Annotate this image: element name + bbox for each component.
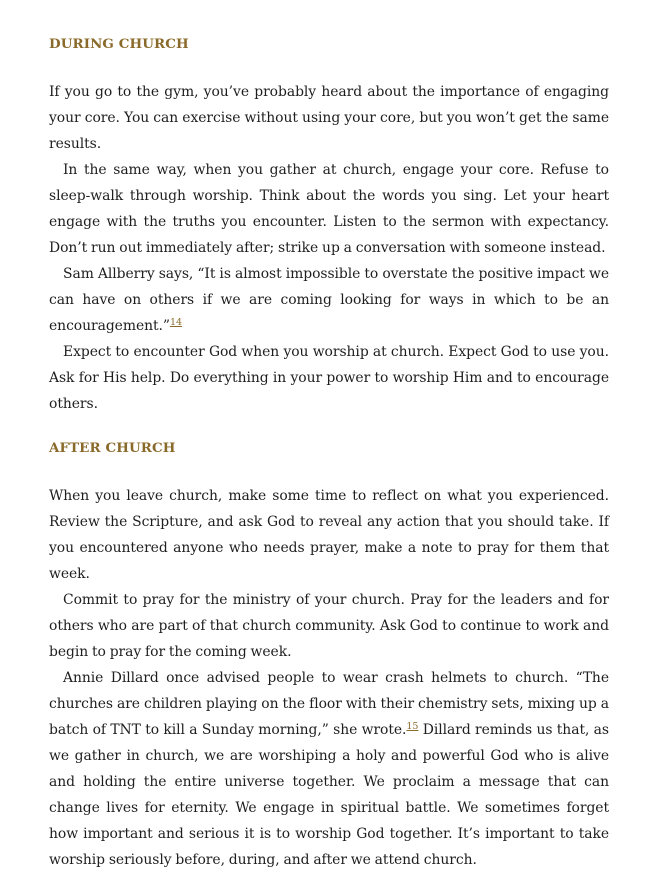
footnote-link[interactable]: 14 — [169, 317, 182, 328]
paragraph-text: Commit to pray for the ministry of your church. Pray for the leaders and for others who are part of that church community. Ask God to continue to work and begin to pray for the coming week. — [49, 592, 609, 660]
paragraph-text: Expect to encounter God when you worship at church. Expect God to use you. Ask for His help. Do everything in your power to worship Him and to encourage others. — [49, 344, 609, 412]
paragraph — [49, 587, 609, 665]
paragraph-text: Sam Allberry says, “It is almost impossible to overstate the positive impact we can have on others if we are coming looking for ways in which to be an encouragement.” — [49, 266, 609, 334]
paragraph-text: Annie Dillard once advised people to wear crash helmets to church. “The churches are children playing on the floor with their chemistry sets, mixing up a batch of TNT to kill a Sunday morning,” she wrote. — [49, 670, 609, 738]
section-heading: AFTER CHURCH — [49, 440, 176, 456]
paragraph — [49, 157, 609, 261]
section-during-church — [49, 31, 609, 417]
paragraph — [49, 79, 609, 157]
paragraph — [49, 665, 609, 873]
paragraph — [49, 483, 609, 587]
paragraph — [49, 261, 609, 339]
footnote-link[interactable]: 15 — [406, 721, 419, 732]
section-heading: DURING CHURCH — [49, 36, 189, 52]
paragraph-text-continued: Dillard reminds us that, as we gather in church, we are worshiping a holy and powerful God who is alive and holding the entire universe together. We proclaim a message that can change lives for eternity. We engage in spiritual battle. We sometimes forget how important and serious it is to worship God together. It’s important to take worship seriously before, during, and after we attend church. — [49, 722, 609, 868]
paragraph-text: In the same way, when you gather at church, engage your core. Refuse to sleep-walk through worship. Think about the words you sing. Let your heart engage with the truths you encounter. Listen to the sermon with expectancy. Don’t run out immediately after; strike up a conversation with someone instead. — [49, 162, 609, 256]
paragraph — [49, 339, 609, 417]
paragraph-text: If you go to the gym, you’ve probably heard about the importance of engaging your core. You can exercise without using your core, but you won’t get the same results. — [49, 84, 609, 152]
paragraph-text: When you leave church, make some time to reflect on what you experienced. Review the Scripture, and ask God to reveal any action that you should take. If you encountered anyone who needs prayer, make a note to pray for them that week. — [49, 488, 609, 582]
section-after-church — [49, 435, 609, 873]
